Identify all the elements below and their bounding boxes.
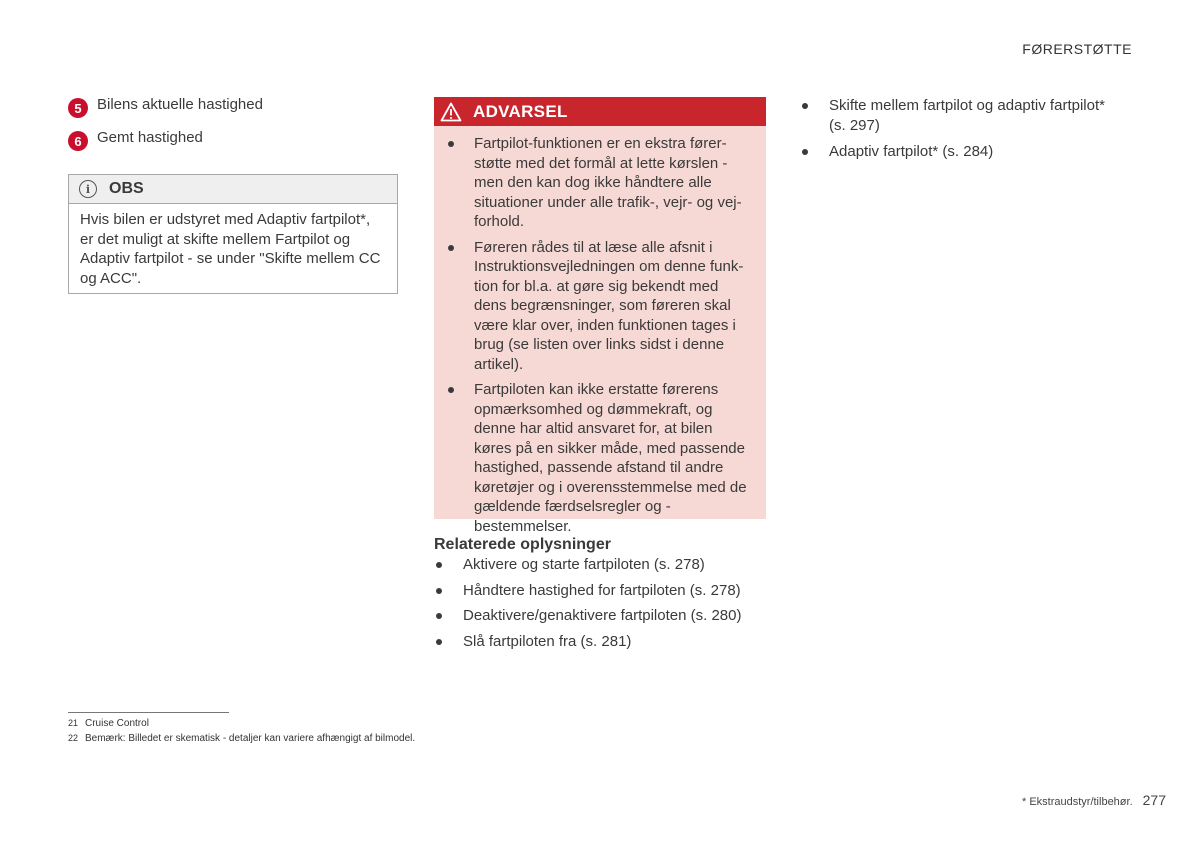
callout-label: Bilens aktuelle hastighed: [97, 96, 263, 113]
footnote-21: [68, 718, 149, 729]
related-link[interactable]: [800, 96, 1120, 135]
footnote-number: 21: [68, 718, 79, 728]
related-title: Relaterede oplysninger: [434, 536, 611, 553]
bullet-icon: [802, 103, 808, 109]
warning-triangle-icon: [440, 102, 462, 122]
related-link[interactable]: [434, 555, 774, 575]
callout-number-badge: 6: [68, 131, 88, 151]
callout-item-5: [68, 96, 263, 118]
warning-item-text: Føreren rådes til at læse alle afsnit i Instruktionsvejledningen om denne funktion for bl.a. at gøre sig bekendt med dens begrænsninger, som føreren skal være klar over, inden funktionen tages i brug (se listen over links sidst i denne artikel).: [474, 238, 744, 373]
related-link[interactable]: [434, 632, 774, 652]
right-links-list: [800, 96, 1120, 169]
bullet-icon: [802, 149, 808, 155]
related-link[interactable]: [800, 142, 1120, 162]
page-footer: [1022, 792, 1166, 808]
related-info-section: [434, 536, 774, 657]
bullet-icon: [436, 613, 442, 619]
obs-note-box: [68, 174, 398, 294]
related-link-text[interactable]: Aktivere og starte fartpiloten (s. 278): [463, 556, 705, 573]
callout-number-badge: 5: [68, 98, 88, 118]
obs-header: [69, 175, 397, 204]
related-link[interactable]: [434, 606, 774, 626]
callout-item-6: [68, 129, 203, 151]
bullet-icon: [436, 588, 442, 594]
footnote-divider: [68, 712, 229, 713]
page-number: 277: [1142, 792, 1166, 808]
obs-text: Hvis bilen er udstyret med Adaptiv fartpilot*, er det muligt at skifte mellem Fartpilot og Adaptiv fartpilot - se under "Skifte mellem CC og ACC".: [80, 211, 381, 287]
footer-note: * Ekstraudstyr/tilbehør.: [1021, 796, 1133, 808]
bullet-icon: [448, 141, 454, 147]
warning-item: [448, 380, 754, 536]
warning-header: [434, 97, 766, 126]
related-link[interactable]: [434, 581, 774, 601]
warning-item-text: Fartpiloten kan ikke erstatte førerens opmærksomhed og dømmekraft, og denne har altid ansvaret for, at bilen køres på en sikker måde, med passende hastighed, passende afstand til andre køretøjer og i overensstemmelse med de gældende færdselsregler og -bestemmelser.: [474, 381, 747, 535]
related-link-text[interactable]: Slå fartpiloten fra (s. 281): [463, 632, 632, 650]
bullet-icon: [448, 387, 454, 393]
footnote-text: Cruise Control: [85, 718, 149, 729]
info-icon: i: [79, 180, 97, 198]
footnote-22: [68, 733, 415, 744]
warning-item-text: Fartpilot-funktionen er en ekstra førerstøtte med det formål at lette kørslen - men den kan dog ikke håndtere alle situationer under alle trafik-, vejr- og vejforhold.: [474, 135, 742, 230]
callout-label: Gemt hastighed: [97, 129, 203, 146]
related-link-text[interactable]: Deaktivere/genaktivere fartpiloten (s. 280): [463, 607, 742, 624]
bullet-icon: [448, 245, 454, 251]
warning-title: ADVARSEL: [473, 101, 568, 121]
related-link-text[interactable]: Håndtere hastighed for fartpiloten (s. 278): [463, 581, 741, 599]
obs-title: OBS: [109, 180, 144, 197]
related-links-list: [434, 555, 774, 651]
warning-list: [434, 126, 766, 536]
warning-item: [448, 134, 754, 232]
warning-box: [434, 97, 766, 535]
section-header: FØRERSTØTTE: [1022, 41, 1132, 57]
warning-item: [448, 238, 754, 375]
related-link-text[interactable]: Skifte mellem fartpilot og adaptiv fartpilot* (s. 297): [829, 97, 1105, 134]
bullet-icon: [436, 639, 442, 645]
footnote-number: 22: [68, 733, 79, 743]
related-link-text[interactable]: Adaptiv fartpilot* (s. 284): [829, 143, 994, 160]
footnote-text: Bemærk: Billedet er skematisk - detaljer kan variere afhængigt af bilmodel.: [85, 733, 416, 744]
bullet-icon: [436, 562, 442, 568]
